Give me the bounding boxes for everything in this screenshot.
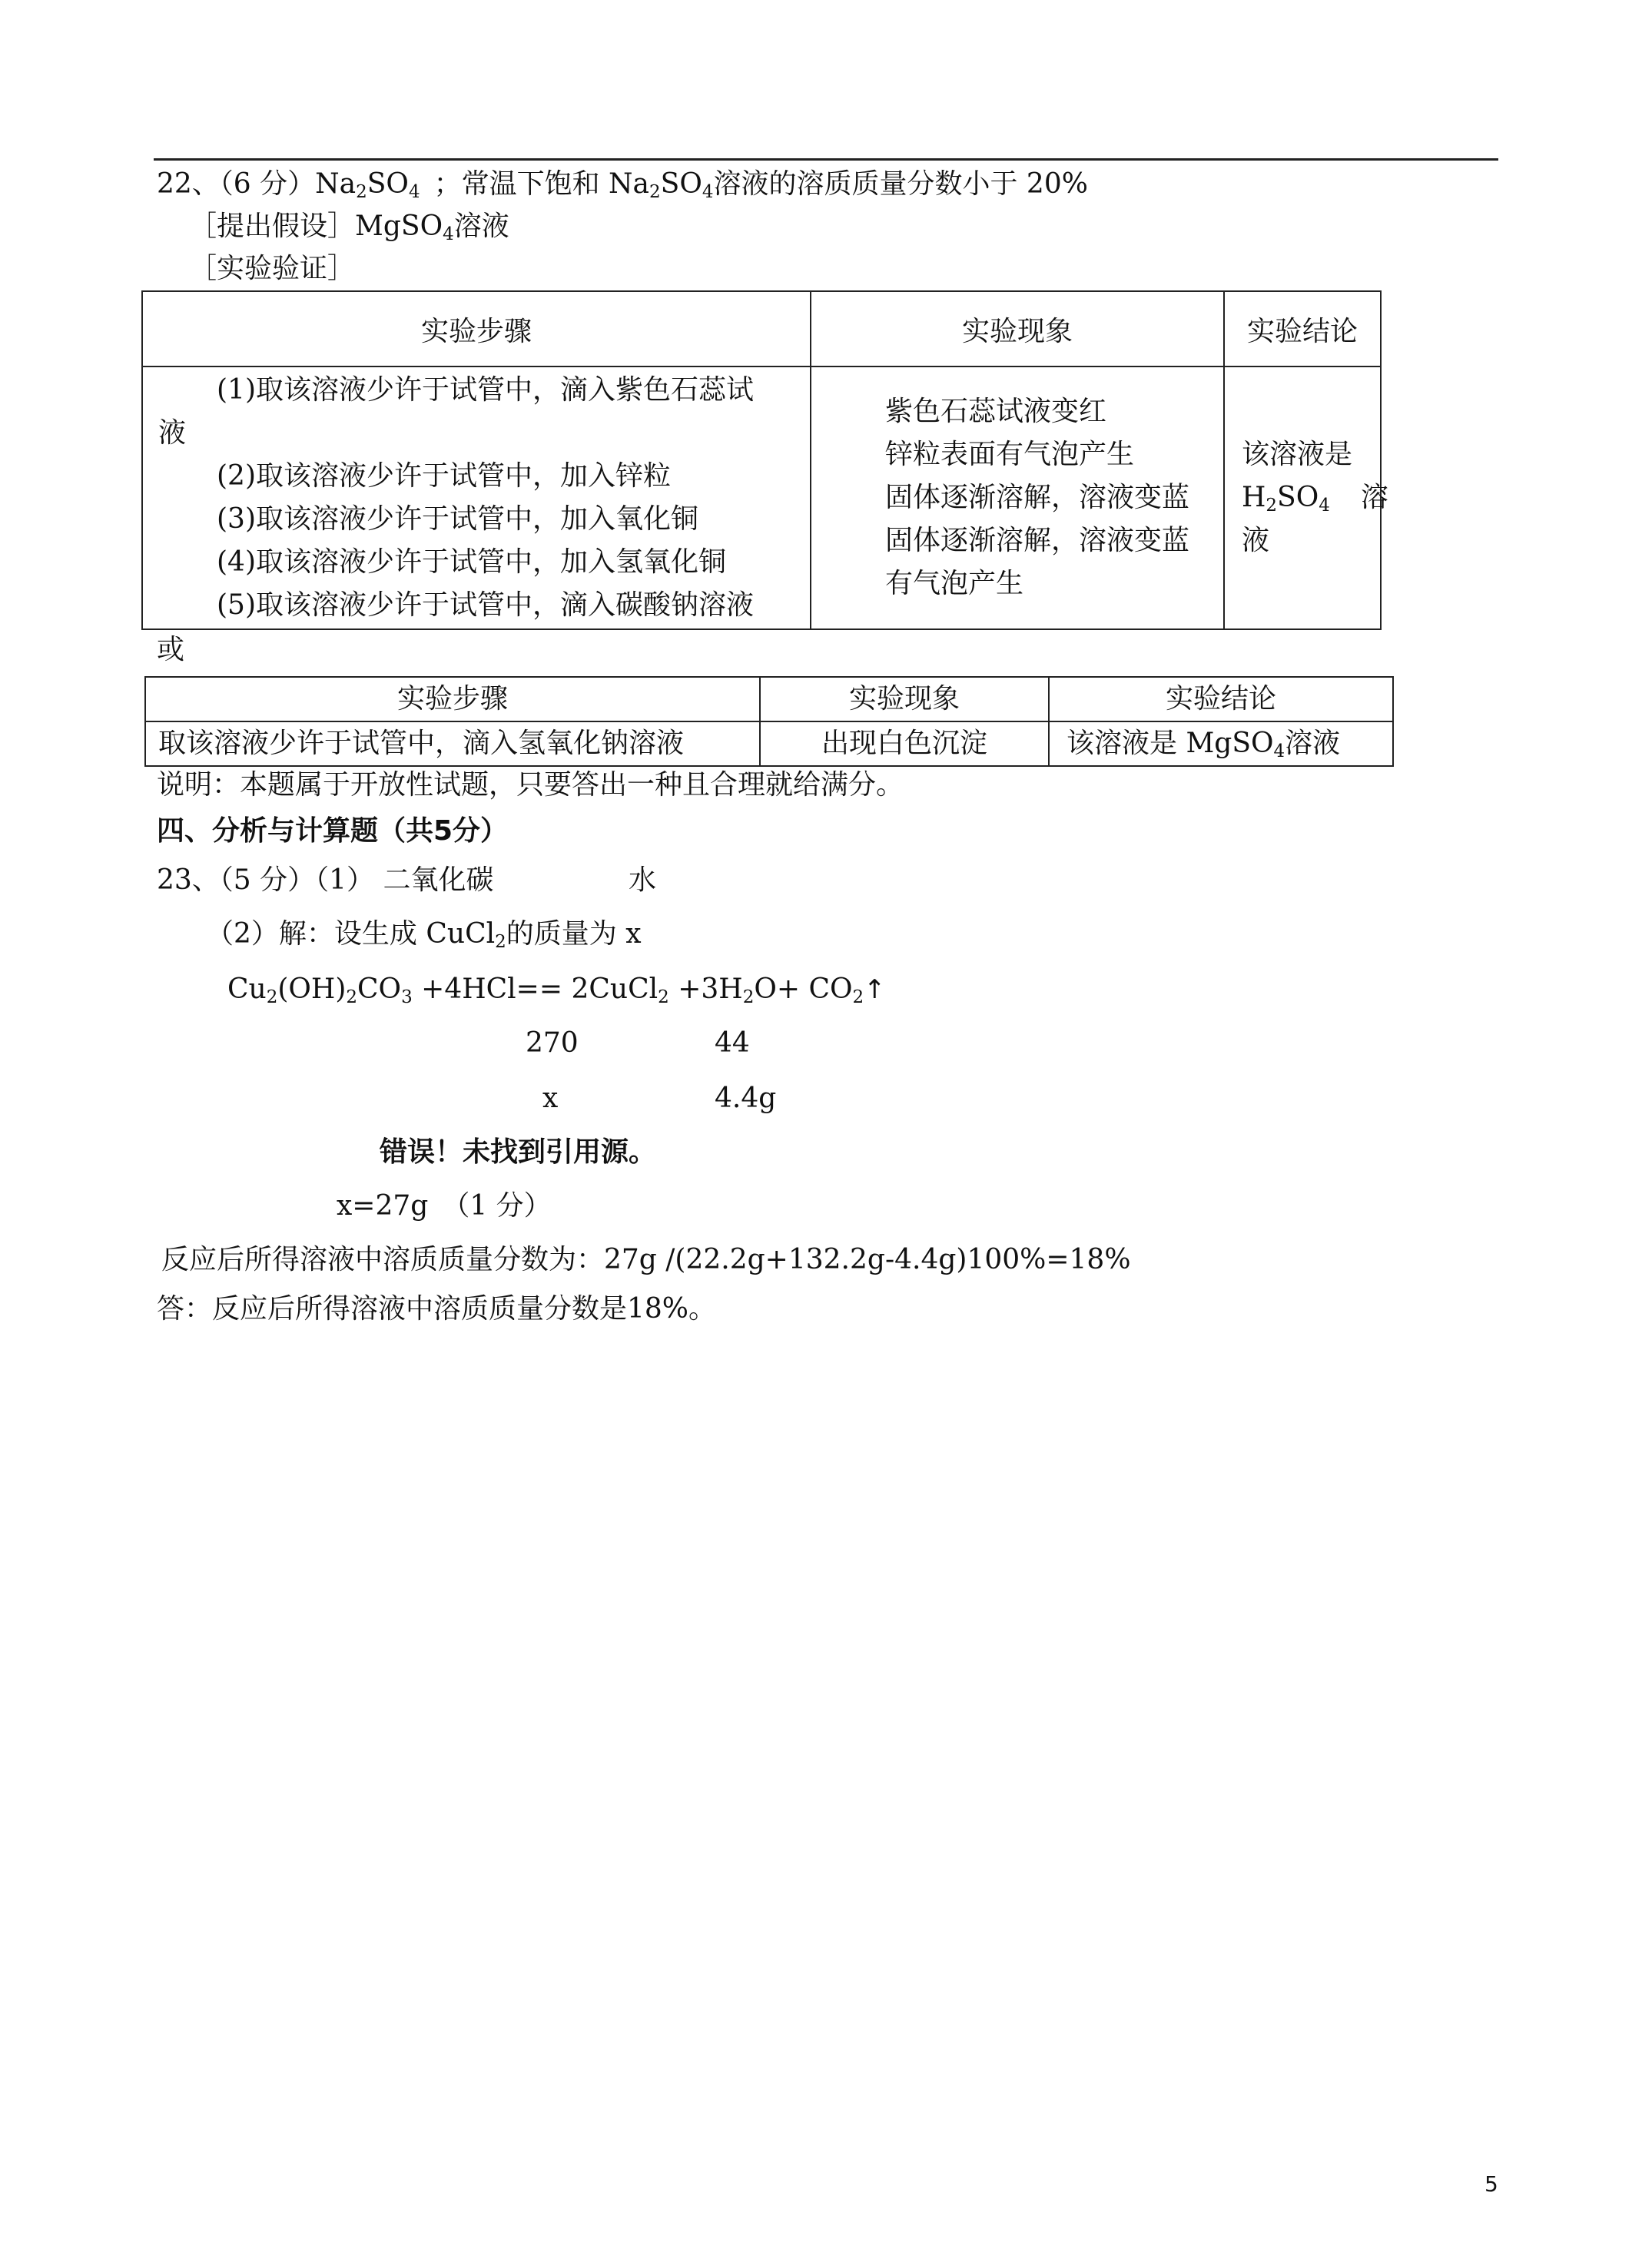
step-4: (4)取该溶液少许于试管中，加入氢氧化铜 <box>217 546 726 578</box>
q23-water: 水 <box>629 864 657 896</box>
q23-answer: 答：反应后所得溶液中溶质质量分数是18%。 <box>157 1293 717 1325</box>
table2-sub4: 4 <box>1273 741 1285 761</box>
eq-sub2a: 2 <box>266 987 278 1007</box>
observation-2: 锌粒表面有气泡产生 <box>885 439 1135 470</box>
gas-arrow-icon: ↑ <box>864 974 886 1005</box>
sub4b: 4 <box>702 182 714 202</box>
table1-observations-cell <box>811 366 1224 629</box>
q23-fraction: 反应后所得溶液中溶质质量分数为：27g /(22.2g+132.2g-4.4g)100%=18% <box>161 1244 1131 1275</box>
table2-step: 取该溶液少许于试管中，滴入氢氧化钠溶液 <box>145 721 760 766</box>
hyp-sub4: 4 <box>443 224 454 244</box>
table2-body-row <box>145 721 1393 766</box>
q23-line2-b: 的质量为 x <box>506 918 642 950</box>
or-text: 或 <box>157 634 185 665</box>
section-4-heading: 四、分析与计算题（共5分） <box>157 815 509 847</box>
q23-44: 44 <box>715 1027 750 1059</box>
note: 说明：本题属于开放性试题，只要答出一种且合理就给满分。 <box>157 769 904 801</box>
q23-x: x <box>542 1083 559 1114</box>
table2-conclusion <box>1049 721 1393 766</box>
conclusion-line-1: 该溶液是 <box>1242 439 1353 470</box>
q22-line1-text-e: 溶液的溶质质量分数小于 20% <box>713 168 1088 200</box>
eq-co2: O+ CO <box>754 973 853 1005</box>
table1-body-row <box>142 366 1381 629</box>
observation-1: 紫色石蕊试液变红 <box>885 396 1107 427</box>
q22-line1-text-c: ；常温下饱和 Na <box>433 168 650 200</box>
q23-line1: 23、（5 分）（1） 二氧化碳 <box>157 864 494 896</box>
table1-header-steps: 实验步骤 <box>142 291 811 366</box>
table1-steps-cell <box>142 366 811 629</box>
q23-4.4g: 4.4g <box>715 1083 777 1114</box>
step-2: (2)取该溶液少许于试管中，加入锌粒 <box>217 460 671 492</box>
table1-header-observations: 实验现象 <box>811 291 1224 366</box>
q23-line2-sub2: 2 <box>495 932 506 952</box>
eq-sub2b: 2 <box>346 987 358 1007</box>
eq-oh: (OH) <box>277 973 347 1005</box>
conclusion-sub2: 2 <box>1266 496 1278 516</box>
step-1-cont: 液 <box>158 417 187 449</box>
table2-header-row <box>145 677 1393 721</box>
verify-text: ［实验验证］ <box>189 253 356 284</box>
sub2: 2 <box>356 182 367 202</box>
q23-result: x=27g （1 分） <box>337 1190 552 1222</box>
table2-header-steps: 实验步骤 <box>145 677 760 721</box>
q23-line2 <box>206 916 642 953</box>
q22-line1-text-b: SO <box>367 168 409 200</box>
q22-line1 <box>157 166 1088 203</box>
conclusion-rong: 溶 <box>1360 482 1388 513</box>
q23-line2-a: （2）解：设生成 CuCl <box>206 918 496 950</box>
table1-conclusion-cell <box>1224 366 1388 629</box>
eq-sub2c: 2 <box>658 987 669 1007</box>
q23-equation <box>227 971 886 1008</box>
page-number: 5 <box>1484 2171 1498 2197</box>
table2-observation: 出现白色沉淀 <box>760 721 1049 766</box>
table2-conclusion-a: 该溶液是 MgSO <box>1067 728 1274 759</box>
eq-cu: Cu <box>227 973 267 1005</box>
sub4: 4 <box>408 182 420 202</box>
observation-3: 固体逐渐溶解，溶液变蓝 <box>885 482 1190 513</box>
experiment-table-2 <box>144 676 1394 767</box>
q22-verify <box>189 250 355 287</box>
eq-co: CO <box>357 973 402 1005</box>
sub2b: 2 <box>649 182 661 202</box>
hypothesis-text-b: 溶液 <box>453 211 509 242</box>
step-3: (3)取该溶液少许于试管中，加入氧化铜 <box>217 503 698 535</box>
experiment-table-1 <box>141 290 1388 630</box>
eq-sub2e: 2 <box>852 987 864 1007</box>
q23-error: 错误！未找到引用源。 <box>380 1136 657 1168</box>
observation-4: 固体逐渐溶解，溶液变蓝 <box>885 525 1190 556</box>
eq-sub2d: 2 <box>742 987 755 1007</box>
conclusion-line-3: 液 <box>1242 525 1270 556</box>
table1-header-row <box>142 291 1381 366</box>
step-5: (5)取该溶液少许于试管中，滴入碳酸钠溶液 <box>217 589 754 621</box>
conclusion-h: H <box>1242 482 1266 513</box>
conclusion-sub4: 4 <box>1319 496 1330 516</box>
table2-header-observation: 实验现象 <box>760 677 1049 721</box>
q22-line1-text-d: SO <box>660 168 702 200</box>
eq-sub3: 3 <box>401 987 413 1007</box>
q22-line1-text-a: 22、（6 分）Na <box>157 168 357 200</box>
table2-header-conclusion: 实验结论 <box>1049 677 1393 721</box>
step-1: (1)取该溶液少许于试管中，滴入紫色石蕊试 <box>217 374 754 406</box>
q22-hypothesis <box>189 208 509 245</box>
q23-270: 270 <box>526 1027 579 1059</box>
hypothesis-text: ［提出假设］MgSO <box>189 211 443 242</box>
eq-hcl: +4HCl== 2CuCl <box>412 973 658 1005</box>
conclusion-so: SO <box>1277 482 1319 513</box>
table1-header-conclusion: 实验结论 <box>1224 291 1381 366</box>
observation-5: 有气泡产生 <box>885 568 1024 599</box>
eq-h2o: +3H <box>668 973 743 1005</box>
conclusion-line-2 <box>1242 479 1388 516</box>
header-rule <box>154 158 1498 161</box>
table2-conclusion-b: 溶液 <box>1285 728 1341 759</box>
